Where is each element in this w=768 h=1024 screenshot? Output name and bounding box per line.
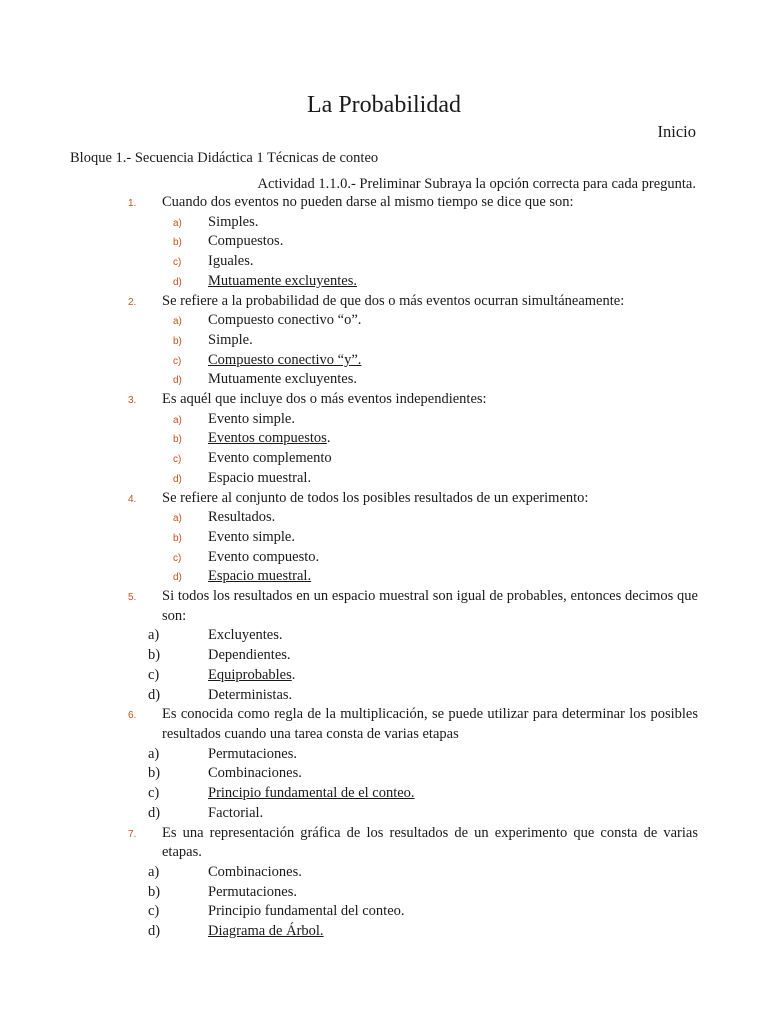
option-label: Principio fundamental del conteo.: [208, 903, 405, 920]
option-label: Combinaciones.: [208, 863, 302, 880]
question-text: Es una representación gráfica de los resultados de un experimento que consta de varias etapas.: [162, 824, 698, 861]
option-letter: b): [148, 647, 161, 664]
answer-option: [0, 410, 768, 430]
option-label: Mutuamente excluyentes.: [208, 371, 357, 388]
answer-option: [0, 370, 768, 390]
option-label: Excluyentes.: [208, 627, 283, 644]
answer-option: [0, 567, 768, 587]
option-letter: c): [173, 257, 182, 269]
option-text: [208, 429, 768, 449]
option-trailing-text: .: [326, 430, 331, 447]
question-list: [0, 193, 768, 942]
option-trailing-text: .: [291, 666, 296, 683]
option-text: [208, 213, 768, 233]
question-1: [0, 193, 768, 213]
option-letter: a): [173, 316, 182, 328]
answer-option: [0, 764, 768, 784]
option-text: [208, 902, 768, 922]
option-label: Factorial.: [208, 804, 264, 821]
answer-option: [0, 883, 768, 903]
answer-option: [0, 922, 768, 942]
option-text: [208, 410, 768, 430]
option-text: [208, 804, 768, 824]
option-letter: d): [148, 804, 161, 821]
question-3: [0, 390, 768, 410]
answer-option: [0, 213, 768, 233]
question-number: 1.: [128, 198, 137, 209]
correct-answer-underlined: Compuesto conectivo “y”.: [208, 351, 362, 368]
option-label: Dependientes.: [208, 647, 291, 664]
option-label: Permutaciones.: [208, 745, 297, 762]
option-letter: b): [173, 335, 182, 347]
question-number: 7.: [128, 828, 137, 840]
question-text: Cuando dos eventos no pueden darse al mismo tiempo se dice que son:: [162, 194, 574, 210]
answer-option: [0, 548, 768, 568]
answer-option: [0, 784, 768, 804]
option-label: Resultados.: [208, 509, 276, 526]
answer-option: [0, 745, 768, 765]
option-letter: d): [173, 276, 182, 288]
question-number: 2.: [128, 296, 137, 308]
answer-option: [0, 449, 768, 469]
answer-option: [0, 311, 768, 331]
answer-option: [0, 666, 768, 686]
correct-answer-underlined: Diagrama de Árbol.: [208, 923, 324, 940]
option-letter: b): [173, 434, 182, 446]
section-label-inicio: Inicio: [657, 122, 696, 141]
question-text: Si todos los resultados en un espacio muestral son igual de probables, entonces decimos que son:: [162, 588, 698, 624]
option-text: [208, 232, 768, 252]
answer-option: [0, 646, 768, 666]
option-label: Simples.: [208, 213, 259, 230]
correct-answer-underlined: Espacio muestral.: [208, 568, 312, 585]
option-label: Compuesto conectivo “o”.: [208, 312, 362, 329]
option-letter: c): [148, 903, 160, 920]
answer-option: [0, 863, 768, 883]
option-label: Deterministas.: [208, 686, 293, 703]
option-text: [208, 331, 768, 351]
option-letter: a): [173, 513, 182, 525]
question-number: 4.: [128, 493, 137, 505]
answer-option: [0, 252, 768, 272]
option-letter: c): [148, 666, 160, 683]
answer-option: [0, 331, 768, 351]
answer-option: [0, 469, 768, 489]
block-heading: Bloque 1.- Secuencia Didáctica 1 Técnicas de conteo: [70, 150, 379, 166]
option-label: Evento complemento: [208, 450, 332, 467]
option-text: [208, 528, 768, 548]
option-label: Simple.: [208, 331, 253, 348]
answer-option: [0, 351, 768, 371]
option-text: [208, 508, 768, 528]
question-number: 5.: [128, 592, 137, 604]
option-letter: d): [148, 923, 161, 940]
option-letter: c): [173, 355, 182, 367]
option-letter: d): [173, 572, 182, 584]
question-2: [0, 292, 768, 312]
option-letter: c): [173, 454, 182, 466]
option-letter: b): [148, 883, 161, 900]
correct-answer-underlined: Eventos compuestos: [208, 430, 327, 447]
option-text: [208, 626, 768, 646]
option-text: [208, 863, 768, 883]
answer-option: [0, 626, 768, 646]
correct-answer-underlined: Principio fundamental de el conteo.: [208, 785, 415, 802]
option-text: [208, 252, 768, 272]
option-letter: a): [148, 745, 160, 762]
question-6: [0, 705, 768, 744]
option-label: Evento simple.: [208, 528, 295, 545]
option-text: [208, 449, 768, 469]
option-label: Espacio muestral.: [208, 469, 312, 486]
answer-option: [0, 804, 768, 824]
answer-option: [0, 686, 768, 706]
option-letter: c): [173, 552, 182, 564]
option-letter: b): [173, 532, 182, 544]
option-text: [208, 469, 768, 489]
answer-option: [0, 272, 768, 292]
option-label: Compuestos.: [208, 233, 284, 250]
option-letter: c): [148, 785, 160, 802]
option-text: [208, 922, 768, 942]
question-text: Se refiere al conjunto de todos los posibles resultados de un experimento:: [162, 489, 589, 506]
option-text: [208, 311, 768, 331]
question-text: Es aquél que incluye dos o más eventos independientes:: [162, 391, 487, 408]
option-letter: a): [173, 217, 182, 229]
option-text: [208, 764, 768, 784]
option-label: Iguales.: [208, 253, 254, 270]
question-number: 6.: [128, 710, 137, 722]
option-letter: d): [173, 375, 182, 387]
question-5: [0, 587, 768, 626]
answer-option: [0, 429, 768, 449]
option-letter: d): [173, 473, 182, 485]
page-title: La Probabilidad: [307, 92, 461, 118]
question-7: [0, 824, 768, 863]
option-letter: a): [148, 627, 160, 644]
answer-option: [0, 232, 768, 252]
question-number: 3.: [128, 395, 137, 407]
option-text: [208, 272, 768, 292]
correct-answer-underlined: Equiprobables: [208, 666, 292, 683]
option-letter: b): [173, 237, 182, 249]
option-text: [208, 370, 768, 390]
option-text: [208, 686, 768, 706]
option-label: Evento compuesto.: [208, 548, 320, 565]
correct-answer-underlined: Mutuamente excluyentes.: [208, 272, 357, 289]
question-4: [0, 489, 768, 509]
option-letter: a): [173, 414, 182, 426]
option-label: Permutaciones.: [208, 883, 297, 900]
option-label: Evento simple.: [208, 410, 295, 427]
option-text: [208, 784, 768, 804]
activity-instructions: Actividad 1.1.0.- Preliminar Subraya la opción correcta para cada pregunta.: [257, 176, 696, 192]
answer-option: [0, 528, 768, 548]
option-letter: a): [148, 863, 160, 880]
option-label: Combinaciones.: [208, 765, 302, 782]
option-text: [208, 745, 768, 765]
option-text: [208, 567, 768, 587]
option-letter: d): [148, 686, 161, 703]
option-text: [208, 666, 768, 686]
option-letter: b): [148, 765, 161, 782]
answer-option: [0, 508, 768, 528]
option-text: [208, 646, 768, 666]
option-text: [208, 883, 768, 903]
question-text: Es conocida como regla de la multiplicación, se puede utilizar para determinar los posibles resultados cuando una tarea consta de varias etapas: [162, 706, 698, 742]
option-text: [208, 351, 768, 371]
question-text: Se refiere a la probabilidad de que dos o más eventos ocurran simultáneamente:: [162, 292, 625, 309]
answer-option: [0, 902, 768, 922]
option-text: [208, 548, 768, 568]
